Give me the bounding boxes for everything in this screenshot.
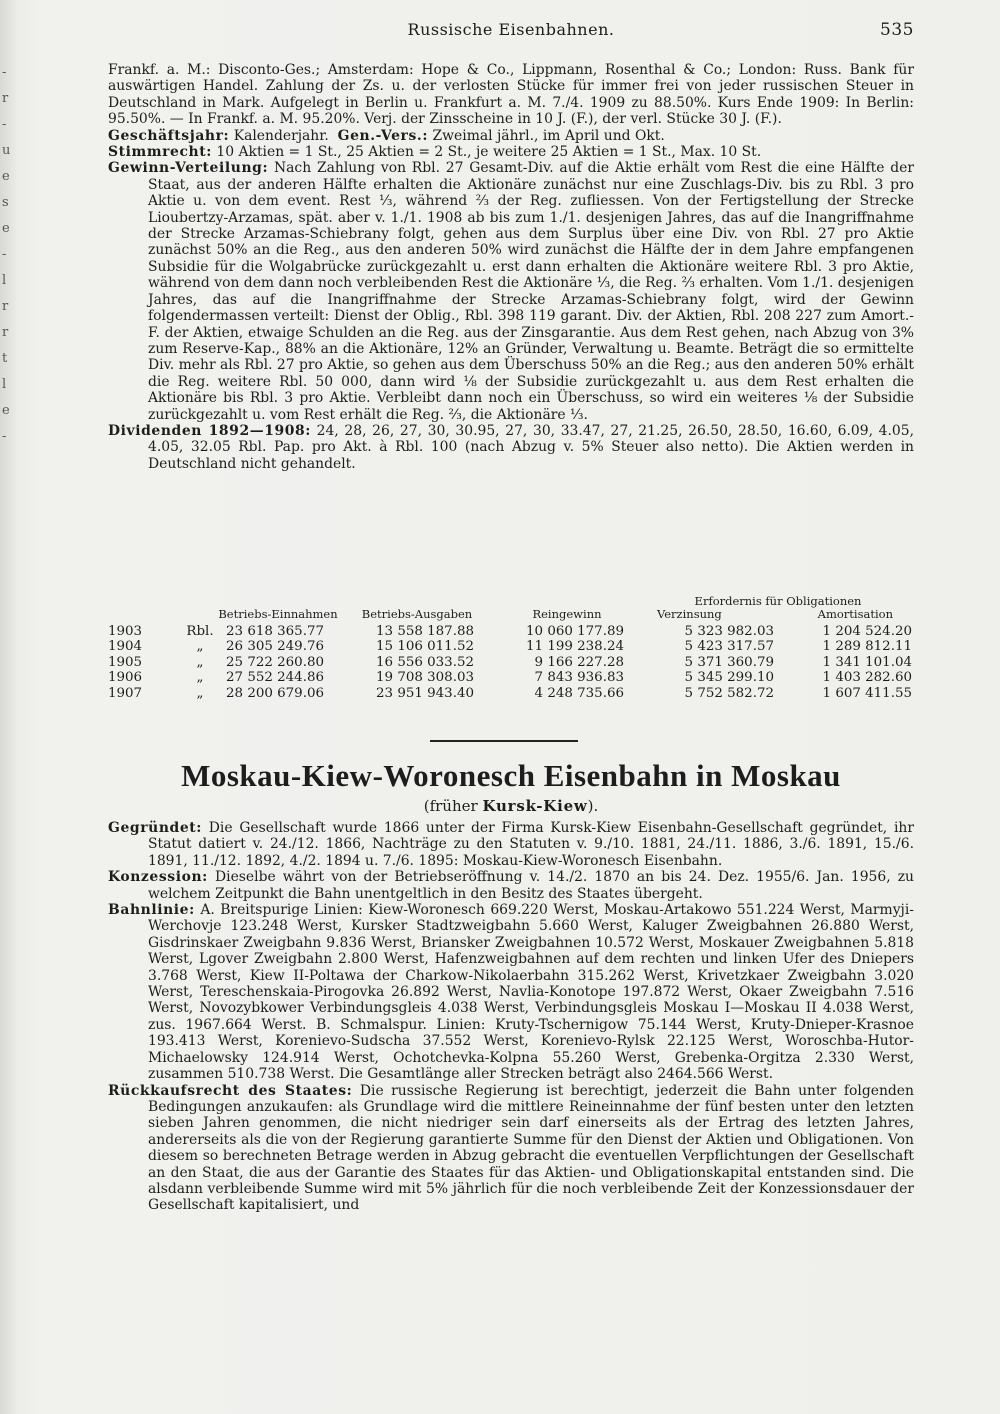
margin-mark: s [2,195,9,210]
page-number: 535 [880,20,914,40]
table-row [108,624,914,639]
header-erfordernis-group [642,594,914,624]
text-geschaeftsjahr: Kalenderjahr. [233,127,329,144]
header-reingewinn: Reingewinn [532,606,602,621]
margin-mark: t [2,351,8,366]
cell-ausgaben: 19 708 308.03 [376,670,474,686]
margin-mark: e [2,403,10,418]
header-erfordernis: Erfordernis für Obligationen [694,594,862,608]
table-row [108,639,914,654]
section-divider [430,740,578,742]
cell-amortisation: 1 341 101.04 [822,654,912,670]
label-gen-vers: Gen.-Vers.: [337,127,429,144]
cell-year: 1907 [108,685,143,701]
label-geschaeftsjahr: Geschäftsjahr: [108,127,230,144]
cell-verzinsung: 5 371 360.79 [684,654,774,670]
cell-year: 1903 [108,624,143,639]
label-gegruendet: Gegründet: [108,820,203,836]
cell-amortisation: 1 607 411.55 [822,685,912,701]
subtitle-former-name: Kursk-Kiew [482,797,588,815]
paragraph-stimmrecht [108,144,914,160]
paragraph-listing: Frankf. a. M.: Disconto-Ges.; Amsterdam: Hope & Co., Lippmann, Rosenthal & Co.; London: Russ. Bank für auswärtigen Handel. Zahlung der Zs. u. der verlosten Stücke für immer frei von jeder russischen Steuer in Deutschland in Mark. Aufgelegt in Berlin u. Frankfurt a. M. 7./4. 1909 zu 88.50%. Kurs Ende 1909: In Berlin: 95.50%. — In Frankf. a. M. 95.20%. Verj. der Zinsscheine in 10 J. (F.), der verl. Stücke 30 J. (F.). [108,62,914,128]
label-bahnlinie: Bahnlinie: [108,902,195,919]
label-stimmrecht: Stimmrecht: [108,144,212,161]
subtitle-prefix: (früher [423,797,478,815]
margin-mark: l [2,273,7,288]
margin-mark: u [2,143,11,158]
paragraph-rueckkaufsrecht [108,1083,914,1214]
cell-ausgaben: 15 106 011.52 [376,639,474,655]
cell-einnahmen: 26 305 249.76 [226,639,324,655]
section-subtitle [108,797,914,815]
header-subcolumns [643,608,913,621]
label-konzession: Konzession: [108,869,208,886]
cell-reingewinn: 7 843 936.83 [534,670,624,686]
cell-reingewinn: 10 060 177.89 [526,624,624,639]
margin-mark: - [2,247,7,262]
header-verzinsung: Verzinsung [657,606,722,621]
text-bahnlinie: A. Breitspurige Linien: Kiew-Woronesch 669.220 Werst, Moskau-Artakowo 551.224 Werst, Marmyji-Werchovje 123.248 Werst, Kursker Stadtzweigbahn 5.660 Werst, Kaluger Zweigbahnen 26.880 Werst, Gisdrinskaer Zweigbahn 9.836 Werst, Briansker Zweigbahnen 10.572 Werst, Moskauer Zweigbahnen 5.818 Werst, Lgover Zweigbahn 2.800 Werst, Hafenzweigbahnen auf dem rechten und linken Ufer des Dniepers 3.768 Werst, Kiew II-Poltawa der Charkow-Nikolaerbahn 315.262 Werst, Krivetzkaer Zweigbahn 3.020 Werst, Tereschenskaia-Pirogovka 26.892 Werst, Navlia-Konotope 197.872 Werst, Okaer Zweigbahn 7.516 Werst, Novozybkower Verbindungsgleis 4.038 Werst, Verbindungsgleis Moskau I—Moskau II 4.038 Werst, zus. 1967.664 Werst. B. Schmalspur. Linien: Kruty-Tschernigow 75.144 Werst, Kruty-Dnieper-Krasnoe 193.413 Werst, Korenievo-Sudscha 37.552 Werst, Korenievo-Rylsk 22.125 Werst, Woroschba-Hutor-Michaelowsky 124.914 Werst, Ochotchevka-Kolpna 55.260 Werst, Grebenka-Orgitza 2.330 Werst, zusammen 510.738 Werst. Die Gesamtlänge aller Strecken beträgt also 2464.566 Werst. [148,902,915,1083]
margin-mark: e [2,169,10,184]
text-gen-vers: Zweimal jährl., im April und Okt. [432,127,665,144]
cell-ausgaben: 13 558 187.88 [376,624,474,639]
text-rueckkaufsrecht: Die russische Regierung ist berechtigt, jederzeit die Bahn unter folgenden Bedingungen anzukaufen: als Grundlage wird die mittlere Reineinnahme der fünf besten unter den letzten sieben Jahren genommen, die nicht niedriger sein darf einerseits als der Ertrag des letzten Jahres, andererseits als die von der Regierung garantierte Summe für den Dienst der Aktien und Obligationen. Von diesem so berechneten Betrage werden in Abzug gebracht die eventuellen Verpflichtungen der Gesellschaft an den Staat, die aus der Garantie des Staates für das Aktien- und Obligationskapital entstanden sind. Die alsdann verbleibende Summe wird mit 5% jährlich für die noch verbleibende Zeit der Konzessionsdauer der Gesellschaft kapitalisiert, und [148,1082,914,1214]
cell-amortisation: 1 289 812.11 [822,639,912,655]
paragraph-dividenden [108,423,914,472]
text-gewinn-verteilung: Nach Zahlung von Rbl. 27 Gesamt-Div. auf die Aktie erhält vom Rest die eine Hälfte der Staat, aus der anderen Hälfte erhalten die Aktionäre zunächst nur eine Zuschlags-Div. bis zu Rbl. 3 pro Aktie u. von dem event. Rest ⅓, während ⅔ der Reg. zufliessen. Von der Fertigstellung der Strecke Lioubertzy-Arzamas, spät. aber v. 1./1. 1908 ab bis zum 1./1. desjenigen Jahres, das auf die Inangriffnahme der Strecke Arzamas-Schiebrany folgt, gehen aus dem Surplus über eine Div. von Rbl. 27 pro Aktie zunächst 50% an die Reg., aus den anderen 50% wird zunächst die Hälfte der in dem Jahre empfangenen Subsidie für die Wolgabrücke zurückgezahlt u. erst dann erhalten die Aktionäre weitere Rbl. 3 pro Aktie, während von dem dann noch verbleibenden Rest die Aktionäre ⅓, die Reg. ⅔ erhalten. Vom 1./1. desjenigen Jahres, das auf die Inangriffnahme der Strecke Arzamas-Schiebrany folgt, wird der Gewinn folgendermassen verteilt: Dienst der Oblig., Rbl. 398 119 garant. Div. der Aktien, Rbl. 208 227 zum Amort.-F. der Aktien, etwaige Schulden an die Reg. aus der Zinsgarantie. Aus dem Rest gehen, nach Abzug von 3% zum Reserve-Kap., 88% an die Aktionäre, 12% an Gründer, Verwaltung u. Beamte. Beträgt die so ermittelte Div. mehr als Rbl. 27 pro Aktie, so gehen aus dem Überschuss 50% an die Reg.; aus den anderen 50% erhält die Reg. weitere Rbl. 50 000, dann wird ⅛ der Subsidie zurückgezahlt u. aus dem Rest erhalten die Aktionäre bis Rbl. 3 pro Aktie. Verbleibt dann noch ein Überschuss, so wird ein weiteres ⅛ der Subsidie zurückgezahlt u. vom Rest erhält die Reg. ⅔, die Aktionäre ⅓. [148,160,914,423]
cell-reingewinn: 4 248 735.66 [534,685,624,701]
lower-text-block [108,820,914,1214]
running-title: Russische Eisenbahnen. [407,20,615,39]
cell-year: 1906 [108,670,143,686]
margin-mark: e [2,221,10,236]
cell-ausgaben: 16 556 033.52 [376,654,474,670]
cell-verzinsung: 5 345 299.10 [684,670,774,686]
label-rueckkaufsrecht: Rückkaufsrecht des Staates: [108,1082,353,1099]
margin-mark: r [2,91,9,106]
header-amortisation: Amortisation [817,606,893,621]
cell-einnahmen: 27 552 244.86 [226,670,324,686]
cell-einnahmen: 23 618 365.77 [226,624,324,639]
cell-ausgaben: 23 951 943.40 [376,685,474,701]
cell-cur: „ [196,639,204,655]
cell-einnahmen: 25 722 260.80 [226,654,324,670]
margin-mark: l [2,377,7,392]
cell-reingewinn: 9 166 227.28 [534,654,624,670]
paragraph-bahnlinie [108,902,914,1082]
cell-reingewinn: 11 199 238.24 [526,639,624,655]
label-dividenden: Dividenden 1892—1908: [108,422,311,439]
text-gegruendet: Die Gesellschaft wurde 1866 unter der Firma Kursk-Kiew Eisenbahn-Gesellschaft gegründet, ihr Statut datiert v. 24./12. 1866, Nachträge zu den Statuten v. 9./10. 1881, 24./11. 1886, 3./6. 1891, 15./6. 1891, 11./12. 1892, 4./2. 1894 u. 7./6. 1895: Moskau-Kiew-Woronesch Eisenbahn. [148,820,914,869]
margin-mark: - [2,65,7,80]
cell-amortisation: 1 204 524.20 [822,624,912,639]
section-title: Moskau-Kiew-Woronesch Eisenbahn in Moskau [181,758,841,793]
text-dividenden: 24, 28, 26, 27, 30, 30.95, 27, 30, 33.47, 27, 21.25, 26.50, 28.50, 16.60, 6.09, 4.05, 4.05, 32.05 Rbl. Pap. pro Akt. à Rbl. 100 (nach Abzug v. 5% Steuer also netto). Die Aktien werden in Deutschland nicht gehandelt. [148,422,915,472]
margin-mark: - [2,429,7,444]
paragraph-konzession [108,869,914,902]
margin-mark: r [2,299,9,314]
cell-verzinsung: 5 752 582.72 [684,685,774,701]
cell-cur: Rbl. [186,624,214,639]
paragraph-gewinn-verteilung [108,160,914,423]
table-header-row [108,594,914,624]
cell-cur: „ [196,654,204,670]
upper-text-block [108,62,914,472]
header-einnahmen: Betriebs-Einnahmen [218,606,338,621]
cell-amortisation: 1 403 282.60 [822,670,912,686]
subtitle-suffix: ). [587,797,599,815]
margin-mark: - [2,117,7,132]
margin-mark: r [2,325,9,340]
page-header [108,12,914,42]
cell-year: 1904 [108,639,143,655]
cell-verzinsung: 5 423 317.57 [684,639,774,655]
cell-einnahmen: 28 200 679.06 [226,685,324,701]
cell-cur: „ [196,670,204,686]
table-row [108,670,914,685]
left-margin-marks [2,60,16,450]
cell-verzinsung: 5 323 982.03 [684,624,774,639]
paragraph-gegruendet [108,820,914,869]
cell-cur: „ [196,685,204,701]
table-row [108,686,914,701]
table-row [108,655,914,670]
finance-table [108,594,914,701]
label-gewinn-verteilung: Gewinn-Verteilung: [108,160,269,177]
paragraph-geschaeftsjahr [108,128,914,144]
cell-year: 1905 [108,654,143,670]
text-konzession: Dieselbe währt von der Betriebseröffnung v. 14./2. 1870 an bis 24. Dez. 1955/6. Jan. 1956, zu welchem Zeitpunkt die Bahn unentgeltlich in den Besitz des Staates übergeht. [148,869,914,902]
text-stimmrecht: 10 Aktien = 1 St., 25 Aktien = 2 St., je weitere 25 Aktien = 1 St., Max. 10 St. [216,144,762,161]
header-ausgaben: Betriebs-Ausgaben [361,606,473,621]
